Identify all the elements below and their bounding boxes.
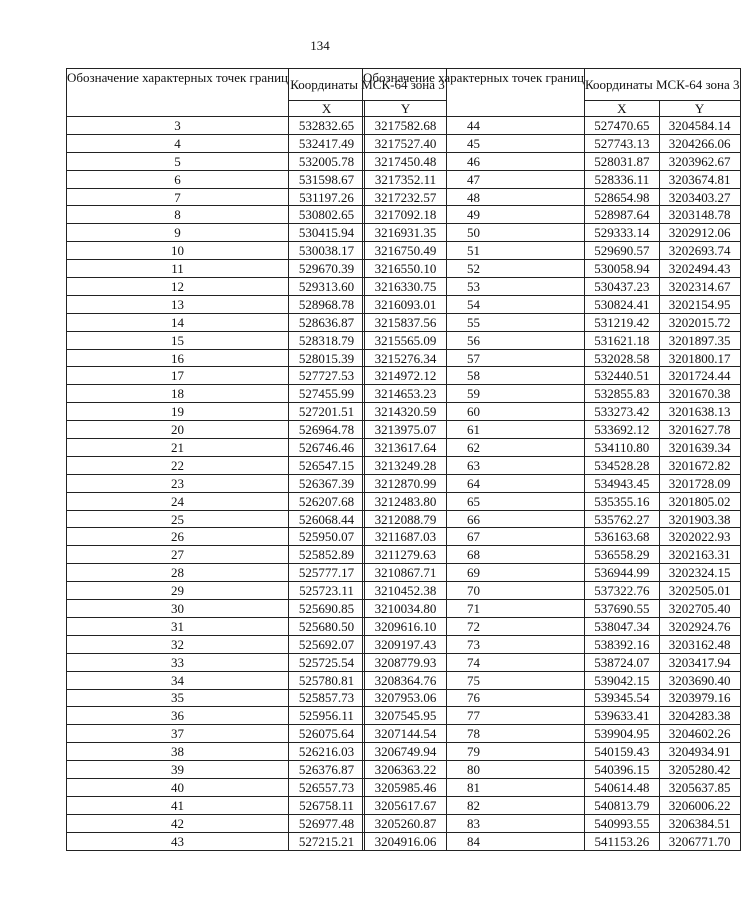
coord-x: 528015.39 [289,349,365,367]
table-row [363,224,741,242]
point-number: 43 [67,832,289,850]
coord-y: 3201638.13 [659,403,740,421]
point-number: 63 [363,456,585,474]
coord-y: 3217232.57 [365,188,447,206]
point-number: 48 [363,188,585,206]
point-number: 53 [363,278,585,296]
page-number: 134 [310,38,330,53]
point-number: 23 [67,474,289,492]
coord-x: 530802.65 [289,206,365,224]
coord-x: 534943.45 [585,474,660,492]
point-number: 51 [363,242,585,260]
point-number: 65 [363,492,585,510]
point-number: 25 [67,510,289,528]
table-row [363,635,741,653]
coord-y: 3206006.22 [659,796,740,814]
table-row [363,242,741,260]
coord-y: 3208779.93 [365,653,447,671]
coord-x: 534528.28 [585,456,660,474]
point-number: 8 [67,206,289,224]
coord-y: 3203148.78 [659,206,740,224]
point-number: 50 [363,224,585,242]
point-number: 9 [67,224,289,242]
coord-y: 3202693.74 [659,242,740,260]
header-coordinates: Координаты МСК-64 зона 3 [289,69,447,101]
point-number: 54 [363,295,585,313]
coord-x: 529690.57 [585,242,660,260]
header-y: Y [659,101,740,117]
coord-y: 3206384.51 [659,814,740,832]
table-row [363,725,741,743]
header-designation: Обозначение характерных точек границ [67,69,289,117]
coord-y: 3208364.76 [365,671,447,689]
coord-y: 3215276.34 [365,349,447,367]
coord-x: 535762.27 [585,510,660,528]
coord-y: 3216931.35 [365,224,447,242]
table-row [363,474,741,492]
coord-x: 526547.15 [289,456,365,474]
coord-x: 525680.50 [289,617,365,635]
coord-y: 3202494.43 [659,260,740,278]
coord-x: 525725.54 [289,653,365,671]
table-row [363,188,741,206]
coord-y: 3203979.16 [659,689,740,707]
point-number: 41 [67,796,289,814]
table-row [363,331,741,349]
point-number: 22 [67,456,289,474]
coord-x: 525690.85 [289,600,365,618]
coord-y: 3202163.31 [659,546,740,564]
point-number: 61 [363,421,585,439]
coord-y: 3205260.87 [365,814,447,832]
point-number: 35 [67,689,289,707]
coord-x: 536163.68 [585,528,660,546]
table-row [363,260,741,278]
coord-x: 536558.29 [585,546,660,564]
coord-y: 3212088.79 [365,510,447,528]
coord-y: 3206749.94 [365,743,447,761]
point-number: 81 [363,778,585,796]
table-row [363,689,741,707]
coord-x: 526216.03 [289,743,365,761]
point-number: 46 [363,152,585,170]
point-number: 29 [67,582,289,600]
coord-x: 540993.55 [585,814,660,832]
coord-y: 3202705.40 [659,600,740,618]
point-number: 6 [67,170,289,188]
point-number: 40 [67,778,289,796]
point-number: 27 [67,546,289,564]
point-number: 15 [67,331,289,349]
coord-y: 3216093.01 [365,295,447,313]
coord-y: 3201639.34 [659,439,740,457]
coord-y: 3203403.27 [659,188,740,206]
point-number: 57 [363,349,585,367]
coord-y: 3205637.85 [659,778,740,796]
table-row [363,778,741,796]
table-row [363,600,741,618]
table-row [363,170,741,188]
point-number: 20 [67,421,289,439]
coord-x: 530058.94 [585,260,660,278]
table-row [363,403,741,421]
table-row [363,385,741,403]
coord-y: 3203962.67 [659,152,740,170]
point-number: 37 [67,725,289,743]
coord-x: 530415.94 [289,224,365,242]
coord-y: 3204283.38 [659,707,740,725]
header-coordinates: Координаты МСК-64 зона 3 [585,69,741,101]
coord-x: 530437.23 [585,278,660,296]
coord-y: 3207953.06 [365,689,447,707]
coord-x: 526758.11 [289,796,365,814]
point-number: 64 [363,474,585,492]
coordinates-table-right [362,68,741,851]
point-number: 18 [67,385,289,403]
coord-x: 531197.26 [289,188,365,206]
coord-x: 525956.11 [289,707,365,725]
point-number: 24 [67,492,289,510]
coord-y: 3210867.71 [365,564,447,582]
table-row [363,456,741,474]
table-row [363,152,741,170]
coord-y: 3210034.80 [365,600,447,618]
coord-y: 3217352.11 [365,170,447,188]
table-row [363,796,741,814]
coord-y: 3213249.28 [365,456,447,474]
coord-y: 3216750.49 [365,242,447,260]
coord-y: 3206771.70 [659,832,740,850]
coord-x: 532832.65 [289,117,365,135]
coord-x: 531621.18 [585,331,660,349]
point-number: 83 [363,814,585,832]
coord-x: 539633.41 [585,707,660,725]
coord-y: 3211687.03 [365,528,447,546]
point-number: 59 [363,385,585,403]
coord-x: 533273.42 [585,403,660,421]
table-row [363,743,741,761]
coord-x: 525692.07 [289,635,365,653]
point-number: 44 [363,117,585,135]
coord-x: 532855.83 [585,385,660,403]
coord-x: 537690.55 [585,600,660,618]
coord-x: 528318.79 [289,331,365,349]
coord-y: 3203690.40 [659,671,740,689]
coord-x: 527727.53 [289,367,365,385]
point-number: 68 [363,546,585,564]
table-row [363,617,741,635]
point-number: 74 [363,653,585,671]
point-number: 66 [363,510,585,528]
coord-x: 529670.39 [289,260,365,278]
point-number: 32 [67,635,289,653]
point-number: 28 [67,564,289,582]
point-number: 42 [67,814,289,832]
point-number: 67 [363,528,585,546]
coord-y: 3202022.93 [659,528,740,546]
coord-y: 3201724.44 [659,367,740,385]
point-number: 52 [363,260,585,278]
coord-y: 3201805.02 [659,492,740,510]
coord-y: 3207144.54 [365,725,447,743]
coord-y: 3203674.81 [659,170,740,188]
table-row [363,349,741,367]
coord-x: 533692.12 [585,421,660,439]
coord-y: 3204934.91 [659,743,740,761]
header-x: X [289,101,365,117]
coord-x: 532005.78 [289,152,365,170]
coord-y: 3204916.06 [365,832,447,850]
coord-x: 540396.15 [585,761,660,779]
coord-x: 527743.13 [585,134,660,152]
coord-y: 3202154.95 [659,295,740,313]
point-number: 60 [363,403,585,421]
table-row [363,832,741,850]
header-x: X [585,101,660,117]
coord-y: 3201670.38 [659,385,740,403]
coord-x: 540159.43 [585,743,660,761]
coord-x: 529313.60 [289,278,365,296]
point-number: 76 [363,689,585,707]
table-row [363,278,741,296]
point-number: 72 [363,617,585,635]
coord-y: 3209197.43 [365,635,447,653]
table-row [363,761,741,779]
table-row [363,653,741,671]
coord-y: 3201672.82 [659,456,740,474]
coord-y: 3216550.10 [365,260,447,278]
table-row [363,492,741,510]
point-number: 34 [67,671,289,689]
coord-y: 3202324.15 [659,564,740,582]
coord-x: 534110.80 [585,439,660,457]
point-number: 70 [363,582,585,600]
point-number: 71 [363,600,585,618]
coord-y: 3201627.78 [659,421,740,439]
point-number: 77 [363,707,585,725]
coord-x: 525857.73 [289,689,365,707]
point-number: 11 [67,260,289,278]
point-number: 45 [363,134,585,152]
coord-y: 3204266.06 [659,134,740,152]
coord-x: 528654.98 [585,188,660,206]
point-number: 21 [67,439,289,457]
table-row [363,439,741,457]
point-number: 75 [363,671,585,689]
table-row [363,206,741,224]
table-row [363,313,741,331]
coord-x: 538392.16 [585,635,660,653]
coord-y: 3214653.23 [365,385,447,403]
table-row [363,367,741,385]
coord-y: 3202505.01 [659,582,740,600]
point-number: 62 [363,439,585,457]
point-number: 56 [363,331,585,349]
coord-y: 3203162.48 [659,635,740,653]
coord-y: 3213975.07 [365,421,447,439]
header-y: Y [365,101,447,117]
point-number: 79 [363,743,585,761]
coord-y: 3204584.14 [659,117,740,135]
table-row [363,707,741,725]
coord-y: 3215565.09 [365,331,447,349]
coord-x: 535355.16 [585,492,660,510]
point-number: 30 [67,600,289,618]
coord-x: 529333.14 [585,224,660,242]
coord-y: 3202912.06 [659,224,740,242]
table-row [363,510,741,528]
coord-y: 3215837.56 [365,313,447,331]
coord-x: 532440.51 [585,367,660,385]
coord-x: 525852.89 [289,546,365,564]
point-number: 33 [67,653,289,671]
table-row [363,295,741,313]
coord-y: 3216330.75 [365,278,447,296]
coord-x: 526746.46 [289,439,365,457]
point-number: 47 [363,170,585,188]
table-row [363,564,741,582]
point-number: 31 [67,617,289,635]
header-designation: Обозначение характерных точек границ [363,69,585,117]
coord-x: 528336.11 [585,170,660,188]
coord-x: 527215.21 [289,832,365,850]
point-number: 13 [67,295,289,313]
point-number: 80 [363,761,585,779]
point-number: 36 [67,707,289,725]
coord-x: 540614.48 [585,778,660,796]
coord-x: 528968.78 [289,295,365,313]
coord-x: 531598.67 [289,170,365,188]
coord-x: 526376.87 [289,761,365,779]
point-number: 12 [67,278,289,296]
coord-y: 3201728.09 [659,474,740,492]
point-number: 17 [67,367,289,385]
coord-y: 3207545.95 [365,707,447,725]
coord-x: 530824.41 [585,295,660,313]
coord-y: 3212870.99 [365,474,447,492]
coord-x: 537322.76 [585,582,660,600]
table-row [363,671,741,689]
coord-y: 3209616.10 [365,617,447,635]
coord-x: 528636.87 [289,313,365,331]
point-number: 49 [363,206,585,224]
coord-x: 528987.64 [585,206,660,224]
coord-y: 3213617.64 [365,439,447,457]
coord-x: 526557.73 [289,778,365,796]
coord-y: 3217092.18 [365,206,447,224]
table-row [363,134,741,152]
coord-y: 3210452.38 [365,582,447,600]
coord-y: 3201897.35 [659,331,740,349]
coord-x: 539904.95 [585,725,660,743]
coord-y: 3205985.46 [365,778,447,796]
point-number: 84 [363,832,585,850]
coord-y: 3205617.67 [365,796,447,814]
coord-x: 528031.87 [585,152,660,170]
point-number: 16 [67,349,289,367]
coord-y: 3203417.94 [659,653,740,671]
coord-x: 531219.42 [585,313,660,331]
coord-x: 540813.79 [585,796,660,814]
coord-y: 3214320.59 [365,403,447,421]
coord-x: 527201.51 [289,403,365,421]
coord-y: 3212483.80 [365,492,447,510]
point-number: 38 [67,743,289,761]
point-number: 73 [363,635,585,653]
coord-x: 538047.34 [585,617,660,635]
point-number: 39 [67,761,289,779]
coord-x: 539345.54 [585,689,660,707]
coord-y: 3205280.42 [659,761,740,779]
coord-x: 530038.17 [289,242,365,260]
table-row [363,814,741,832]
coord-x: 539042.15 [585,671,660,689]
coord-x: 532417.49 [289,134,365,152]
table-row [363,528,741,546]
point-number: 19 [67,403,289,421]
point-number: 4 [67,134,289,152]
point-number: 10 [67,242,289,260]
point-number: 14 [67,313,289,331]
point-number: 58 [363,367,585,385]
point-number: 55 [363,313,585,331]
coord-x: 526075.64 [289,725,365,743]
coord-y: 3211279.63 [365,546,447,564]
coord-x: 526977.48 [289,814,365,832]
coord-x: 525723.11 [289,582,365,600]
table-body-right [363,117,741,851]
table-row [363,546,741,564]
point-number: 78 [363,725,585,743]
coord-x: 526367.39 [289,474,365,492]
coord-y: 3204602.26 [659,725,740,743]
table-row [363,421,741,439]
coord-y: 3202015.72 [659,313,740,331]
coord-x: 526068.44 [289,510,365,528]
coord-y: 3202314.67 [659,278,740,296]
coord-x: 532028.58 [585,349,660,367]
coord-x: 525950.07 [289,528,365,546]
table-row [363,117,741,135]
coord-y: 3217527.40 [365,134,447,152]
coord-x: 526207.68 [289,492,365,510]
coord-x: 527455.99 [289,385,365,403]
coord-y: 3201903.38 [659,510,740,528]
point-number: 69 [363,564,585,582]
point-number: 7 [67,188,289,206]
coord-y: 3202924.76 [659,617,740,635]
coord-x: 525777.17 [289,564,365,582]
point-number: 5 [67,152,289,170]
coord-x: 526964.78 [289,421,365,439]
table-row [363,582,741,600]
point-number: 26 [67,528,289,546]
coord-y: 3214972.12 [365,367,447,385]
coord-x: 536944.99 [585,564,660,582]
point-number: 3 [67,117,289,135]
coord-x: 527470.65 [585,117,660,135]
coord-x: 525780.81 [289,671,365,689]
coord-y: 3217582.68 [365,117,447,135]
coord-y: 3206363.22 [365,761,447,779]
coord-y: 3217450.48 [365,152,447,170]
coord-x: 541153.26 [585,832,660,850]
coord-y: 3201800.17 [659,349,740,367]
coord-x: 538724.07 [585,653,660,671]
point-number: 82 [363,796,585,814]
